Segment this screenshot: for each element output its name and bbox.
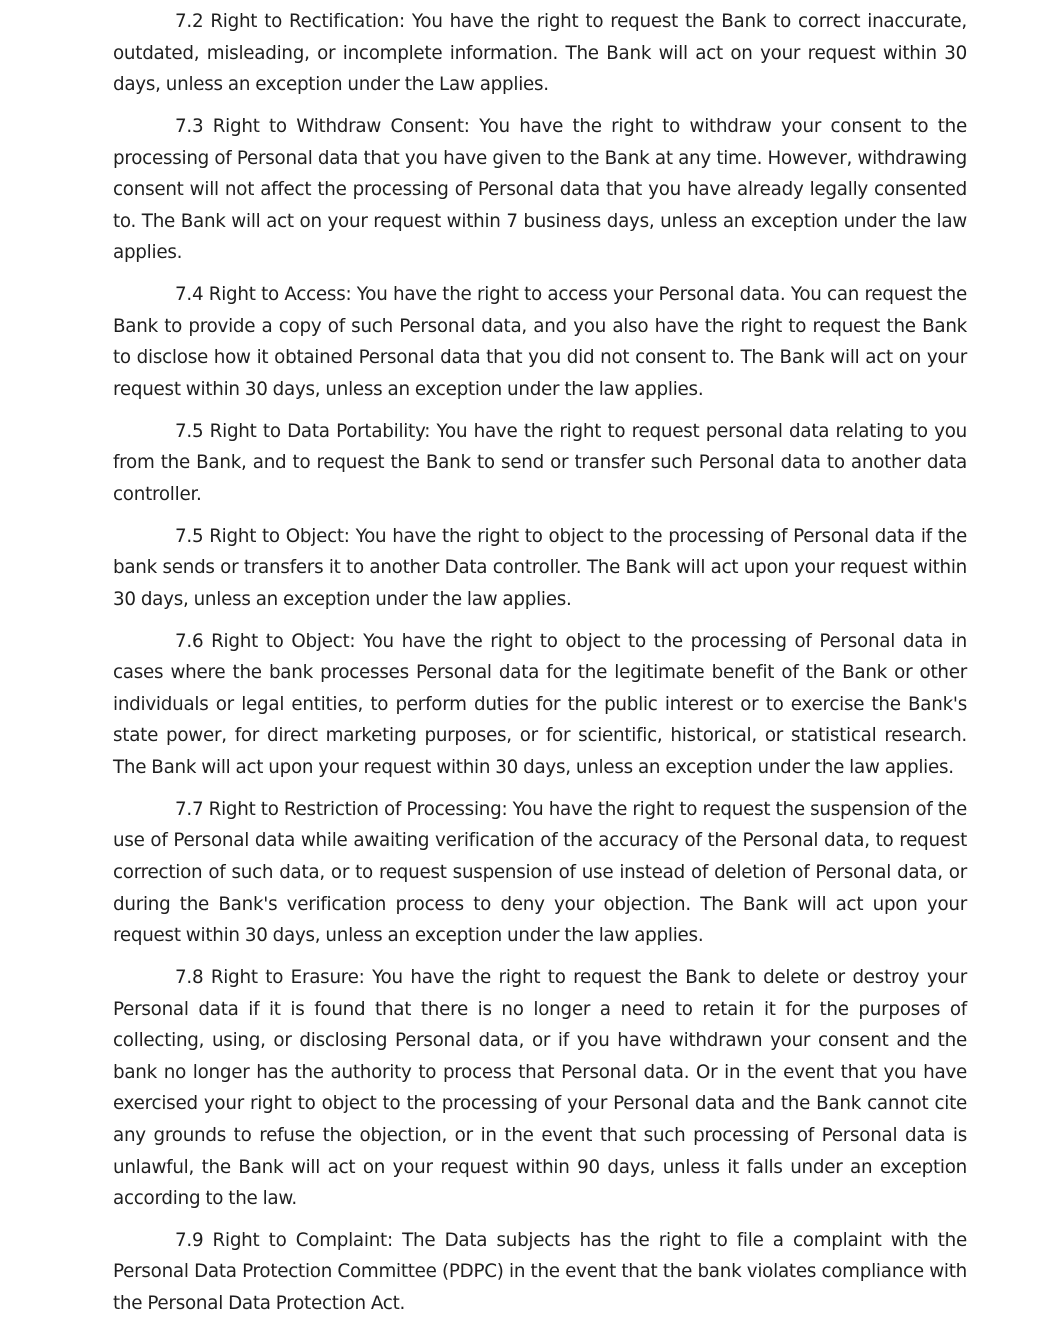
paragraph-right-to-access: 7.4 Right to Access: You have the right to access your Personal data. You can request the Bank to provide a copy of such Personal data, and you also have the right to request the Bank to disclose how it obtained Personal data that you did not consent to. The Bank will act on your request within 30 days, unless an exception under the law applies. [113, 284, 967, 400]
paragraph-right-to-rectification: 7.2 Right to Rectification: You have the right to request the Bank to correct inaccurate, outdated, misleading, or incomplete information. The Bank will act on your request within 30 days, unless an exception under the Law applies. [113, 11, 967, 96]
paragraph-right-to-complaint: 7.9 Right to Complaint: The Data subjects has the right to file a complaint with the Personal Data Protection Committee (PDPC) in the event that the bank violates compliance with the Personal Data Protection Act. [113, 1229, 967, 1315]
paragraph-right-to-object-processing: 7.6 Right to Object: You have the right to object to the processing of Personal data in cases where the bank processes Personal data for the legitimate benefit of the Bank or other individuals or legal entities, to perform duties for the public interest or to exercise the Bank's state power, for direct marketing purposes, or for scientific, historical, or statistical research. The Bank will act upon your request within 30 days, unless an exception under the law applies. [113, 630, 967, 778]
paragraph-right-to-data-portability: 7.5 Right to Data Portability: You have the right to request personal data relating to you from the Bank, and to request the Bank to send or transfer such Personal data to another data controller. [113, 420, 967, 505]
paragraph-right-to-object-transfer: 7.5 Right to Object: You have the right to object to the processing of Personal data if the bank sends or transfers it to another Data controller. The Bank will act upon your request within 30 days, unless an exception under the law applies. [113, 525, 967, 610]
paragraph-right-to-restriction: 7.7 Right to Restriction of Processing: You have the right to request the suspension of the use of Personal data while awaiting verification of the accuracy of the Personal data, to request correction of such data, or to request suspension of use instead of deletion of Personal data, or during the Bank's verification process to deny your objection. The Bank will act upon your request within 30 days, unless an exception under the law applies. [113, 798, 967, 947]
document-page [113, 6, 967, 1320]
paragraph-right-to-erasure: 7.8 Right to Erasure: You have the right to request the Bank to delete or destroy your Personal data if it is found that there is no longer a need to retain it for the purposes of collecting, using, or disclosing Personal data, or if you have withdrawn your consent and the bank no longer has the authority to process that Personal data. Or in the event that you have exercised your right to object to the processing of your Personal data and the Bank cannot cite any grounds to refuse the objection, or in the event that such processing of Personal data is unlawful, the Bank will act on your request within 90 days, unless it falls under an exception according to the law. [113, 966, 967, 1210]
paragraph-right-to-withdraw-consent: 7.3 Right to Withdraw Consent: You have the right to withdraw your consent to the processing of Personal data that you have given to the Bank at any time. However, withdrawing consent will not affect the processing of Personal data that you have already legally consented to. The Bank will act on your request within 7 business days, unless an exception under the law applies. [113, 115, 967, 264]
